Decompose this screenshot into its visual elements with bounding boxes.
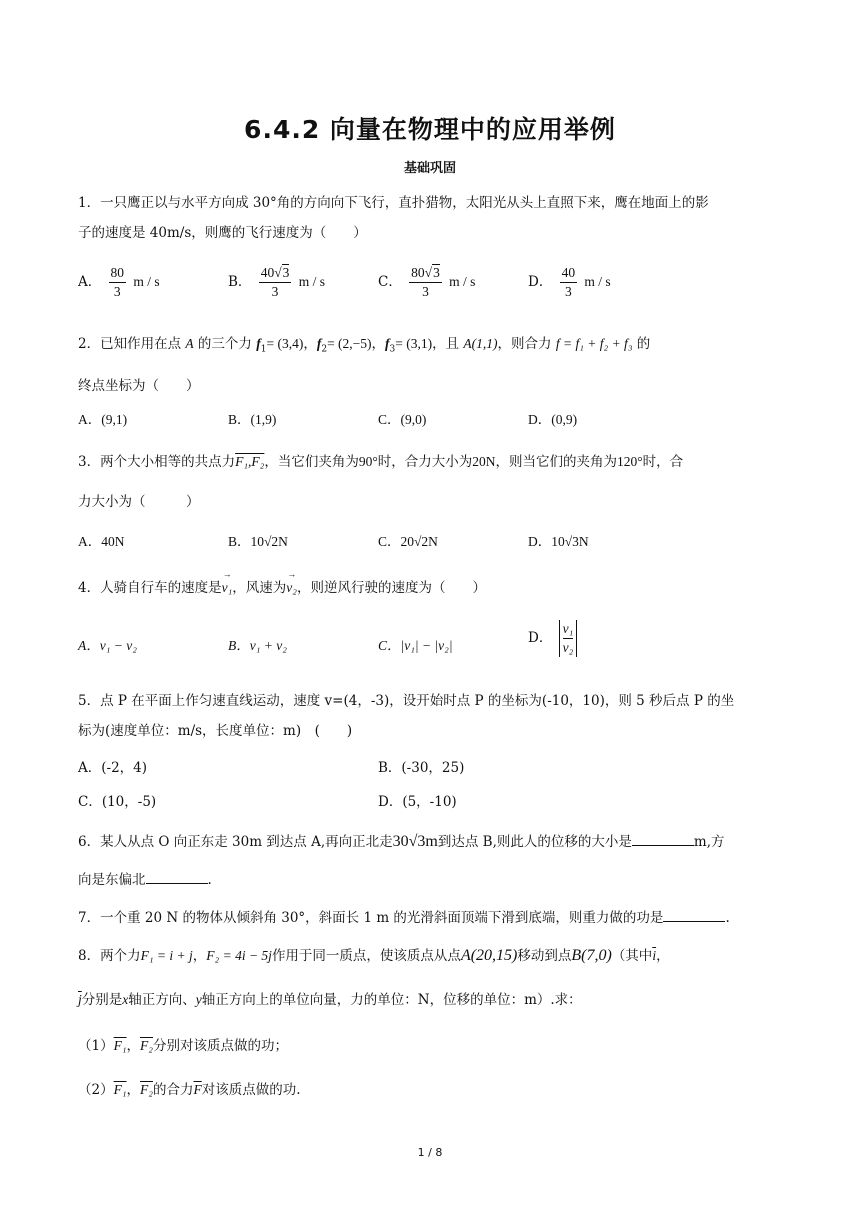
question-1 bbox=[78, 188, 783, 248]
question-6-line-1: 6．某人从点 O 向正东走 30m 到达点 A,再向正北走30√3m到达点 B,则此人的位移的大小是 m,方 bbox=[78, 833, 725, 850]
question-4-option-c: C．|v₁| − |v₂| bbox=[378, 638, 453, 653]
question-6-line-2: 向是东偏北 . bbox=[78, 868, 212, 888]
question-4-line-1: 4．人骑自行车的速度是→ v₁，风速为→ v₂，则逆风行驶的速度为（ ） bbox=[78, 576, 486, 596]
question-1-option-d: D． $\frac{40}{3}$ m / s bbox=[528, 265, 611, 299]
question-5-option-d: D．(5，-10) bbox=[378, 794, 457, 810]
question-8-line-1: 8．两个力F₁ = i + j，F₂ = 4i − 5j作用于同一质点，使该质点从点A(20,15)移动到点B(7,0)（其中$\overline{i}$， bbox=[78, 947, 670, 964]
question-7: 7．一个重 20 N 的物体从倾斜角 30°，斜面长 1 m 的光滑斜面顶端下滑到底端，则重力做的功是 . bbox=[78, 906, 730, 926]
question-4-option-b: B．v₁ + v₂ bbox=[228, 638, 287, 653]
question-8-line-2: $\overline{j}$分别是x轴正方向、y轴正方向上的单位向量，力的单位：N，位移的单位：m）.求： bbox=[78, 992, 582, 1008]
question-1-line-2: 子的速度是 40m/s，则鹰的飞行速度为（ ） bbox=[78, 225, 367, 241]
question-3-option-c: C．20√2N bbox=[378, 534, 438, 549]
question-8-part-2: （2）F₁，F₂的合力$\overline{F}$对该质点做的功. bbox=[78, 1082, 301, 1098]
question-2-option-d: D．(0,9) bbox=[528, 412, 578, 427]
question-5-line-1: 5．点 P 在平面上作匀速直线运动，速度 v=(4，-3)，设开始时点 P 的坐标为(-10，10)，则 5 秒后点 P 的坐 bbox=[78, 693, 735, 709]
question-1-line-1: 1．一只鹰正以与水平方向成 30°角的方向向下飞行，直扑猎物，太阳光从头上直照下来，鹰在地面上的影 bbox=[78, 195, 709, 211]
question-5-line-2: 标为(速度单位：m/s，长度单位：m) ( ) bbox=[78, 723, 353, 739]
question-8-part-1: （1）F₁，F₂分别对该质点做的功； bbox=[78, 1038, 288, 1054]
question-2-line-1: 2．已知作用在点 A 的三个力 $f_1= (3,4)$，$f_2= (2,-5)$，$f_3= (3,1)$，且 A(1,1)，则合力 f = f₁ + f₂ + f₃ 的 bbox=[78, 336, 651, 355]
question-3-option-d: D．10√3N bbox=[528, 534, 589, 549]
page-title: 6.4.2 向量在物理中的应用举例 bbox=[244, 115, 616, 144]
question-3-line-1: 3．两个大小相等的共点力F₁,F₂，当它们夹角为90°时，合力大小为20N，则当它们的夹角为120°时，合 bbox=[78, 454, 684, 470]
question-5-option-c: C．(10，-5) bbox=[78, 794, 157, 810]
question-5-option-b: B．(-30，25) bbox=[378, 760, 465, 776]
section-subtitle: 基础巩固 bbox=[403, 161, 456, 176]
question-4-option-d: D． $\frac{\text{v₁}}{\text{v₂}}$ bbox=[528, 620, 579, 657]
question-3-option-a: A．40N bbox=[78, 534, 125, 549]
question-2-option-b: B．(1,9) bbox=[228, 412, 277, 427]
question-1-option-a: A． $\frac{80}{3}$ m / s bbox=[78, 265, 160, 299]
question-5 bbox=[78, 686, 783, 746]
question-2-line-2: 终点坐标为（ ） bbox=[78, 378, 200, 394]
question-3-option-b: B．10√2N bbox=[228, 534, 288, 549]
question-4-option-a: A．v₁ − v₂ bbox=[78, 638, 137, 653]
question-2-option-a: A．(9,1) bbox=[78, 412, 128, 427]
question-2-option-c: C．(9,0) bbox=[378, 412, 427, 427]
question-3-line-2: 力大小为（ ） bbox=[78, 494, 200, 510]
question-1-option-c: C． $\frac{80√3}{3}$ m / s bbox=[378, 265, 476, 299]
question-1-option-b: B． $\frac{40√3}{3}$ m / s bbox=[228, 265, 325, 299]
question-5-option-a: A．(-2，4) bbox=[78, 760, 148, 776]
page-number: 1 / 8 bbox=[417, 1146, 443, 1159]
